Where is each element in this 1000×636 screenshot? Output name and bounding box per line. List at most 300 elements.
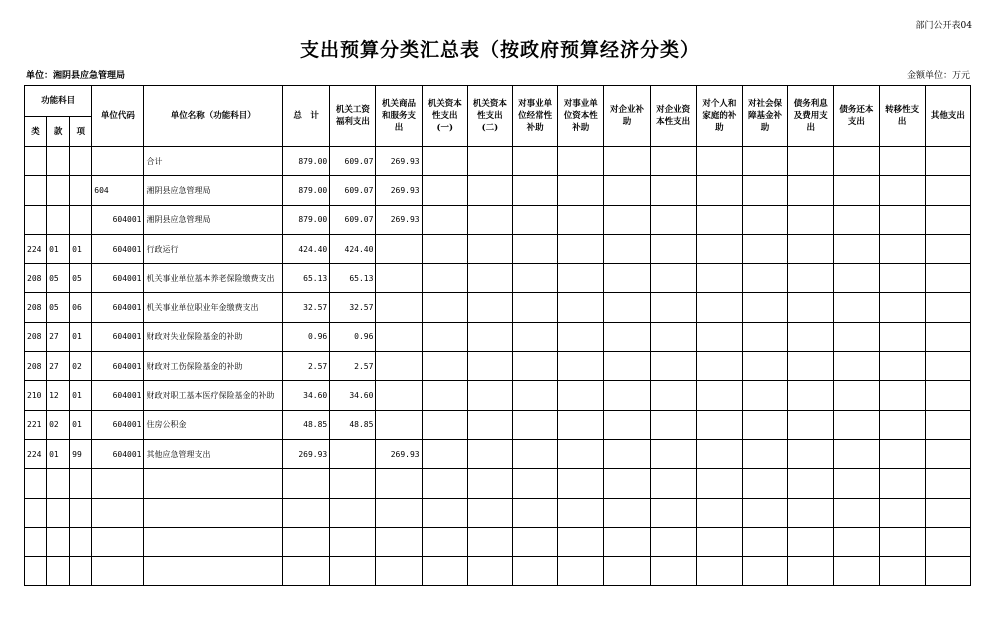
- empty-cell: [144, 469, 283, 498]
- empty-cell: [834, 498, 879, 527]
- cell-c6: [558, 147, 604, 176]
- cell-c13: [879, 322, 925, 351]
- header-c1: 机关工资福利支出: [330, 86, 376, 147]
- cell-c10: [742, 176, 787, 205]
- cell-c13: [879, 205, 925, 234]
- header-c5: 对事业单位经常性补助: [513, 86, 558, 147]
- cell-c1: 609.07: [330, 205, 376, 234]
- empty-cell: [558, 557, 604, 586]
- cell-c13: [879, 147, 925, 176]
- cell-c5: [513, 176, 558, 205]
- cell-c2: [376, 322, 422, 351]
- empty-cell: [558, 498, 604, 527]
- cell-c13: [879, 410, 925, 439]
- empty-cell: [330, 557, 376, 586]
- empty-cell: [467, 469, 512, 498]
- cell-c1: 34.60: [330, 381, 376, 410]
- empty-cell: [47, 557, 70, 586]
- empty-cell: [70, 469, 92, 498]
- cell-c4: [467, 205, 512, 234]
- empty-cell: [513, 557, 558, 586]
- empty-cell: [283, 469, 330, 498]
- header-c10: 对社会保障基金补助: [742, 86, 787, 147]
- cell-c9: [696, 234, 742, 263]
- cell-kuan: 01: [47, 234, 70, 263]
- cell-c8: [650, 352, 696, 381]
- cell-c11: [788, 293, 834, 322]
- empty-row: [25, 557, 971, 586]
- cell-c3: [422, 410, 467, 439]
- cell-c2: [376, 234, 422, 263]
- cell-xiang: 01: [70, 410, 92, 439]
- cell-c13: [879, 176, 925, 205]
- cell-c8: [650, 410, 696, 439]
- cell-c7: [604, 410, 650, 439]
- cell-unit-code: 604001: [92, 322, 144, 351]
- amount-unit: 金额单位：万元: [906, 71, 970, 81]
- empty-cell: [376, 557, 422, 586]
- cell-xiang: 06: [70, 293, 92, 322]
- cell-c12: [834, 322, 879, 351]
- cell-unit-name: 湘阴县应急管理局: [144, 205, 283, 234]
- empty-cell: [144, 557, 283, 586]
- header-xiang: 项: [70, 117, 92, 147]
- cell-total: 879.00: [283, 147, 330, 176]
- cell-c3: [422, 205, 467, 234]
- cell-c14: [925, 322, 970, 351]
- cell-c9: [696, 176, 742, 205]
- cell-lei: [25, 147, 47, 176]
- cell-c7: [604, 352, 650, 381]
- empty-row: [25, 469, 971, 498]
- cell-c10: [742, 352, 787, 381]
- header-c14: 其他支出: [925, 86, 970, 147]
- empty-cell: [92, 557, 144, 586]
- cell-c6: [558, 381, 604, 410]
- header-c6: 对事业单位资本性补助: [558, 86, 604, 147]
- cell-c9: [696, 352, 742, 381]
- empty-cell: [834, 469, 879, 498]
- cell-total: 879.00: [283, 205, 330, 234]
- cell-unit-code: 604001: [92, 264, 144, 293]
- cell-kuan: 02: [47, 410, 70, 439]
- table-row: [25, 234, 971, 263]
- cell-c5: [513, 234, 558, 263]
- cell-c10: [742, 205, 787, 234]
- empty-cell: [650, 527, 696, 556]
- cell-c10: [742, 293, 787, 322]
- cell-c6: [558, 293, 604, 322]
- cell-c3: [422, 234, 467, 263]
- cell-lei: 210: [25, 381, 47, 410]
- cell-unit-name: 财政对工伤保险基金的补助: [144, 352, 283, 381]
- table-row: [25, 147, 971, 176]
- cell-unit-name: 行政运行: [144, 234, 283, 263]
- empty-cell: [25, 557, 47, 586]
- cell-c4: [467, 264, 512, 293]
- cell-c5: [513, 352, 558, 381]
- empty-cell: [92, 527, 144, 556]
- empty-row: [25, 498, 971, 527]
- cell-kuan: 27: [47, 322, 70, 351]
- header-unit-name: 单位名称（功能科目）: [144, 86, 283, 147]
- cell-c7: [604, 264, 650, 293]
- cell-c6: [558, 205, 604, 234]
- table-row: [25, 322, 971, 351]
- cell-kuan: 12: [47, 381, 70, 410]
- cell-c2: [376, 352, 422, 381]
- cell-unit-name: 财政对职工基本医疗保险基金的补助: [144, 381, 283, 410]
- table-row: [25, 381, 971, 410]
- cell-c14: [925, 410, 970, 439]
- table-row: [25, 205, 971, 234]
- form-code: 部门公开表04: [915, 21, 972, 31]
- cell-unit-name: 住房公积金: [144, 410, 283, 439]
- empty-cell: [92, 469, 144, 498]
- header-c2: 机关商品和服务支出: [376, 86, 422, 147]
- empty-cell: [925, 527, 970, 556]
- cell-c7: [604, 147, 650, 176]
- cell-c12: [834, 147, 879, 176]
- cell-c11: [788, 410, 834, 439]
- cell-unit-name: 财政对失业保险基金的补助: [144, 322, 283, 351]
- cell-c14: [925, 381, 970, 410]
- cell-c11: [788, 147, 834, 176]
- cell-xiang: [70, 176, 92, 205]
- cell-c6: [558, 439, 604, 468]
- cell-c14: [925, 234, 970, 263]
- empty-cell: [47, 498, 70, 527]
- cell-total: 424.40: [283, 234, 330, 263]
- cell-c14: [925, 439, 970, 468]
- cell-c3: [422, 381, 467, 410]
- cell-total: 0.96: [283, 322, 330, 351]
- header-c3: 机关资本性支出(一): [422, 86, 467, 147]
- cell-lei: 208: [25, 264, 47, 293]
- cell-c14: [925, 176, 970, 205]
- empty-cell: [422, 498, 467, 527]
- empty-cell: [92, 498, 144, 527]
- cell-xiang: 99: [70, 439, 92, 468]
- cell-c3: [422, 352, 467, 381]
- header-kuan: 款: [47, 117, 70, 147]
- expenditure-table: [24, 85, 971, 586]
- cell-xiang: 01: [70, 381, 92, 410]
- empty-cell: [283, 527, 330, 556]
- cell-c1: 609.07: [330, 147, 376, 176]
- cell-total: 34.60: [283, 381, 330, 410]
- cell-c2: 269.93: [376, 205, 422, 234]
- cell-c11: [788, 352, 834, 381]
- cell-c4: [467, 439, 512, 468]
- cell-xiang: 01: [70, 234, 92, 263]
- cell-c3: [422, 293, 467, 322]
- table-row: [25, 352, 971, 381]
- cell-kuan: 01: [47, 439, 70, 468]
- cell-c10: [742, 147, 787, 176]
- empty-cell: [513, 527, 558, 556]
- empty-cell: [144, 527, 283, 556]
- table-row: [25, 176, 971, 205]
- cell-c2: [376, 381, 422, 410]
- empty-cell: [467, 527, 512, 556]
- header-c7: 对企业补助: [604, 86, 650, 147]
- cell-c8: [650, 176, 696, 205]
- header-c9: 对个人和家庭的补助: [696, 86, 742, 147]
- empty-cell: [696, 498, 742, 527]
- empty-cell: [70, 527, 92, 556]
- cell-c8: [650, 381, 696, 410]
- empty-cell: [376, 469, 422, 498]
- cell-c9: [696, 322, 742, 351]
- cell-c5: [513, 205, 558, 234]
- empty-cell: [47, 527, 70, 556]
- cell-c12: [834, 205, 879, 234]
- cell-c7: [604, 322, 650, 351]
- cell-c12: [834, 234, 879, 263]
- cell-kuan: 05: [47, 264, 70, 293]
- empty-cell: [925, 469, 970, 498]
- cell-unit-code: 604001: [92, 439, 144, 468]
- cell-unit-name: 机关事业单位基本养老保险缴费支出: [144, 264, 283, 293]
- empty-cell: [283, 498, 330, 527]
- empty-cell: [650, 498, 696, 527]
- header-c12: 债务还本支出: [834, 86, 879, 147]
- cell-c11: [788, 176, 834, 205]
- empty-cell: [513, 469, 558, 498]
- cell-c1: 2.57: [330, 352, 376, 381]
- cell-c10: [742, 322, 787, 351]
- cell-c14: [925, 293, 970, 322]
- cell-c10: [742, 234, 787, 263]
- table-body: [25, 147, 971, 586]
- empty-cell: [47, 469, 70, 498]
- empty-cell: [604, 469, 650, 498]
- cell-lei: [25, 176, 47, 205]
- cell-c2: 269.93: [376, 439, 422, 468]
- cell-c2: [376, 264, 422, 293]
- empty-cell: [604, 527, 650, 556]
- empty-row: [25, 527, 971, 556]
- empty-cell: [376, 527, 422, 556]
- cell-c14: [925, 264, 970, 293]
- empty-cell: [604, 498, 650, 527]
- cell-c6: [558, 352, 604, 381]
- cell-total: 269.93: [283, 439, 330, 468]
- cell-c13: [879, 439, 925, 468]
- cell-xiang: 01: [70, 322, 92, 351]
- empty-cell: [788, 469, 834, 498]
- cell-c3: [422, 322, 467, 351]
- cell-total: 879.00: [283, 176, 330, 205]
- cell-c6: [558, 322, 604, 351]
- cell-c1: 65.13: [330, 264, 376, 293]
- cell-unit-name: 合计: [144, 147, 283, 176]
- header-c4: 机关资本性支出(二): [467, 86, 512, 147]
- empty-cell: [513, 498, 558, 527]
- table-row: [25, 410, 971, 439]
- cell-c1: 609.07: [330, 176, 376, 205]
- cell-c13: [879, 381, 925, 410]
- cell-unit-code: 604001: [92, 381, 144, 410]
- cell-c3: [422, 147, 467, 176]
- cell-c14: [925, 352, 970, 381]
- cell-c7: [604, 205, 650, 234]
- empty-cell: [788, 498, 834, 527]
- cell-c11: [788, 381, 834, 410]
- cell-total: 65.13: [283, 264, 330, 293]
- cell-unit-code: 604001: [92, 410, 144, 439]
- empty-cell: [742, 557, 787, 586]
- cell-c4: [467, 352, 512, 381]
- empty-cell: [879, 469, 925, 498]
- cell-lei: 221: [25, 410, 47, 439]
- empty-cell: [879, 557, 925, 586]
- empty-cell: [25, 469, 47, 498]
- header-total: 总 计: [283, 86, 330, 147]
- unit-label: 单位：湘阴县应急管理局: [26, 71, 126, 81]
- page-title: 支出预算分类汇总表（按政府预算经济分类）: [299, 39, 700, 61]
- table-row: [25, 264, 971, 293]
- cell-c10: [742, 381, 787, 410]
- table-row: [25, 293, 971, 322]
- cell-c5: [513, 381, 558, 410]
- header-unit-code: 单位代码: [92, 86, 144, 147]
- cell-c8: [650, 322, 696, 351]
- empty-cell: [467, 557, 512, 586]
- cell-c4: [467, 176, 512, 205]
- cell-c9: [696, 293, 742, 322]
- cell-kuan: [47, 176, 70, 205]
- cell-c4: [467, 381, 512, 410]
- empty-cell: [650, 557, 696, 586]
- cell-c1: 0.96: [330, 322, 376, 351]
- cell-total: 2.57: [283, 352, 330, 381]
- header-c8: 对企业资本性支出: [650, 86, 696, 147]
- cell-kuan: 27: [47, 352, 70, 381]
- empty-cell: [467, 498, 512, 527]
- cell-unit-code: 604: [92, 176, 144, 205]
- cell-c6: [558, 264, 604, 293]
- header-c13: 转移性支出: [879, 86, 925, 147]
- cell-c9: [696, 147, 742, 176]
- empty-cell: [788, 527, 834, 556]
- cell-c12: [834, 410, 879, 439]
- cell-c6: [558, 234, 604, 263]
- cell-kuan: 05: [47, 293, 70, 322]
- cell-xiang: [70, 205, 92, 234]
- empty-cell: [558, 527, 604, 556]
- cell-c12: [834, 381, 879, 410]
- cell-lei: [25, 205, 47, 234]
- cell-c11: [788, 322, 834, 351]
- empty-cell: [330, 527, 376, 556]
- empty-cell: [696, 469, 742, 498]
- cell-unit-name: 其他应急管理支出: [144, 439, 283, 468]
- cell-c7: [604, 176, 650, 205]
- cell-c13: [879, 293, 925, 322]
- cell-c5: [513, 264, 558, 293]
- cell-c9: [696, 381, 742, 410]
- cell-c2: [376, 293, 422, 322]
- cell-c1: 424.40: [330, 234, 376, 263]
- cell-c1: 48.85: [330, 410, 376, 439]
- cell-unit-code: 604001: [92, 234, 144, 263]
- empty-cell: [879, 498, 925, 527]
- cell-c12: [834, 176, 879, 205]
- cell-xiang: 02: [70, 352, 92, 381]
- cell-c12: [834, 439, 879, 468]
- empty-cell: [558, 469, 604, 498]
- empty-cell: [330, 469, 376, 498]
- cell-unit-name: 湘阴县应急管理局: [144, 176, 283, 205]
- empty-cell: [696, 557, 742, 586]
- cell-c5: [513, 410, 558, 439]
- cell-c8: [650, 205, 696, 234]
- cell-c10: [742, 264, 787, 293]
- cell-c10: [742, 439, 787, 468]
- empty-cell: [788, 557, 834, 586]
- cell-c10: [742, 410, 787, 439]
- empty-cell: [422, 557, 467, 586]
- cell-c1: [330, 439, 376, 468]
- empty-cell: [70, 557, 92, 586]
- cell-c4: [467, 293, 512, 322]
- cell-c3: [422, 176, 467, 205]
- cell-c14: [925, 205, 970, 234]
- empty-cell: [925, 557, 970, 586]
- cell-c5: [513, 293, 558, 322]
- cell-c4: [467, 410, 512, 439]
- cell-c2: 269.93: [376, 147, 422, 176]
- empty-cell: [834, 557, 879, 586]
- cell-c4: [467, 234, 512, 263]
- cell-lei: 224: [25, 439, 47, 468]
- cell-c9: [696, 205, 742, 234]
- cell-c3: [422, 439, 467, 468]
- cell-c8: [650, 439, 696, 468]
- cell-c11: [788, 205, 834, 234]
- cell-c11: [788, 234, 834, 263]
- cell-lei: 208: [25, 293, 47, 322]
- empty-cell: [925, 498, 970, 527]
- cell-c8: [650, 147, 696, 176]
- cell-c5: [513, 322, 558, 351]
- cell-c13: [879, 264, 925, 293]
- header-c11: 债务利息及费用支出: [788, 86, 834, 147]
- cell-c1: 32.57: [330, 293, 376, 322]
- cell-c9: [696, 264, 742, 293]
- cell-c6: [558, 176, 604, 205]
- cell-c4: [467, 147, 512, 176]
- cell-c13: [879, 234, 925, 263]
- cell-c7: [604, 381, 650, 410]
- cell-total: 48.85: [283, 410, 330, 439]
- cell-c9: [696, 410, 742, 439]
- cell-unit-code: 604001: [92, 205, 144, 234]
- header-func-subject: 功能科目: [25, 86, 92, 117]
- cell-c14: [925, 147, 970, 176]
- cell-c12: [834, 352, 879, 381]
- empty-cell: [330, 498, 376, 527]
- cell-c6: [558, 410, 604, 439]
- cell-c8: [650, 234, 696, 263]
- empty-cell: [25, 498, 47, 527]
- cell-xiang: [70, 147, 92, 176]
- empty-cell: [422, 469, 467, 498]
- empty-cell: [283, 557, 330, 586]
- cell-c3: [422, 264, 467, 293]
